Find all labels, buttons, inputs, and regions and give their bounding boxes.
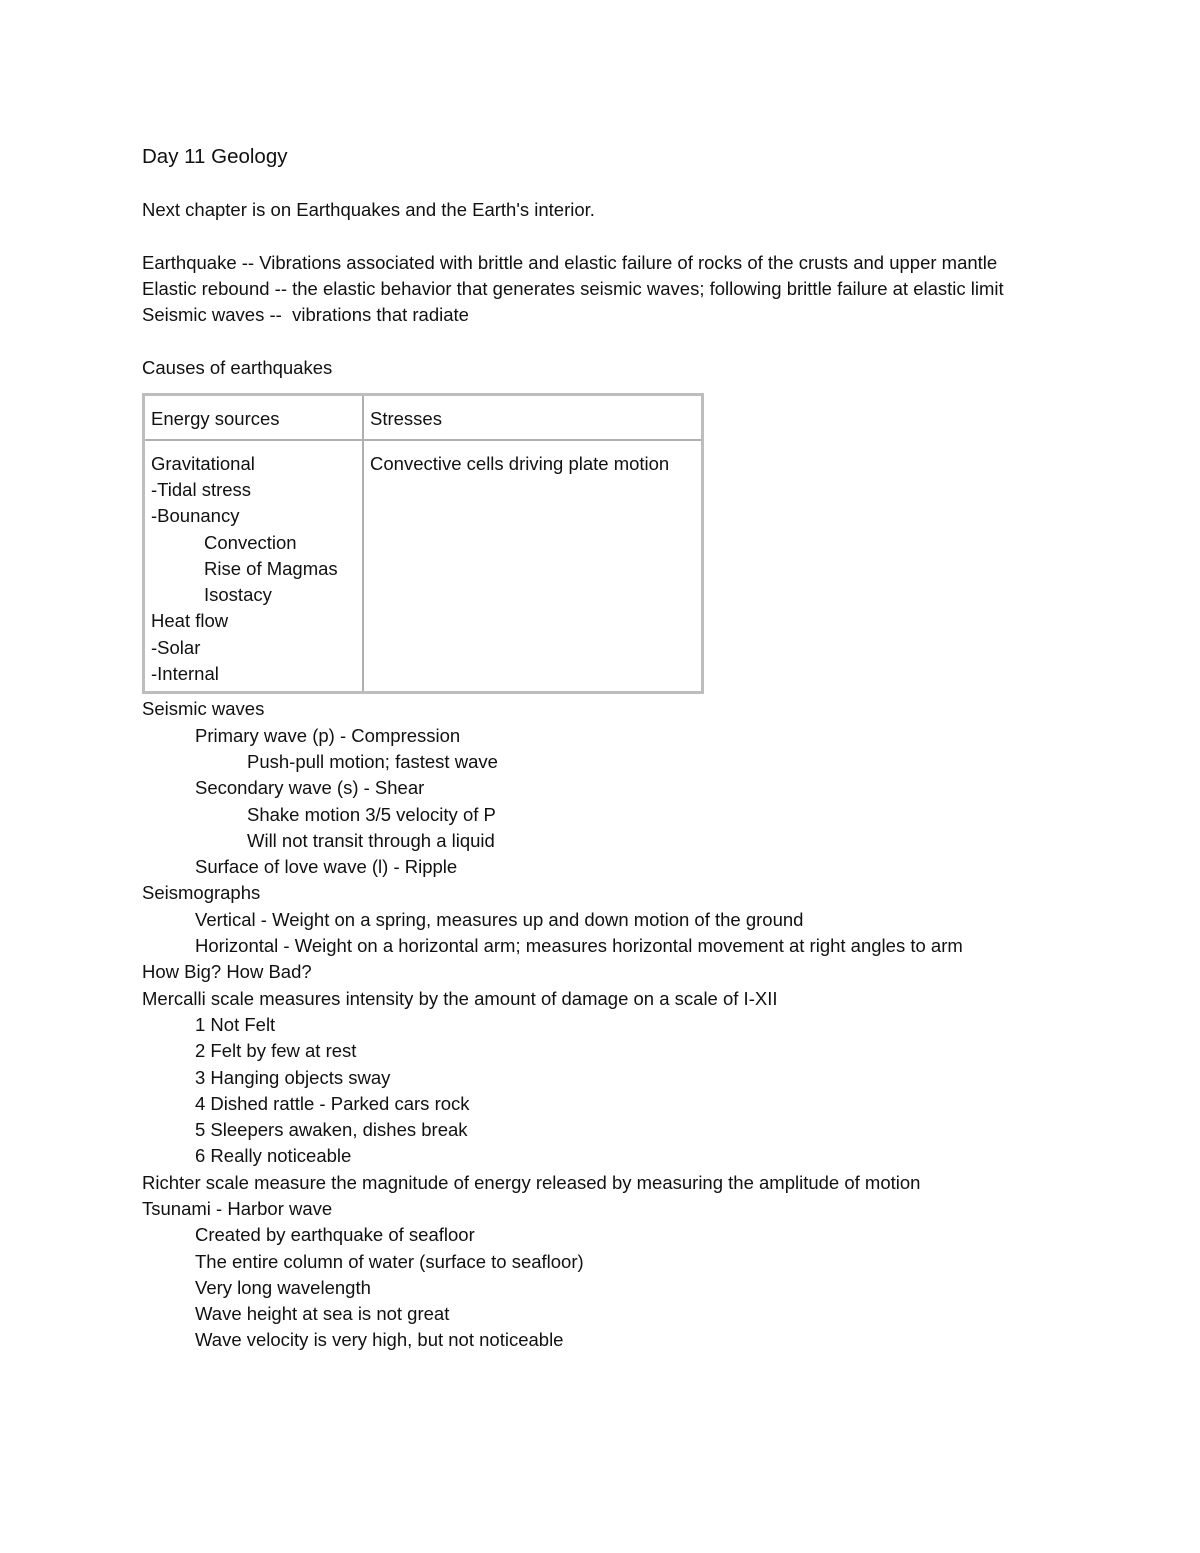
note-item: Secondary wave (s) - Shear [195,777,425,799]
energy-sources-cell [144,440,364,693]
note-heading: Seismic waves [142,698,265,720]
note-item: 1 Not Felt [195,1013,276,1035]
causes-table [142,393,704,694]
note-item: Surface of love wave (l) - Ripple [195,856,458,878]
stresses-cell: Convective cells driving plate motion [363,440,703,693]
note-item: Primary wave (p) - Compression [195,724,461,746]
table-header-stresses: Stresses [363,395,703,440]
note-heading: Tsunami - Harbor wave [142,1197,333,1219]
definition-seismic-waves: Seismic waves -- vibrations that radiate [142,304,469,326]
note-item: Very long wavelength [195,1276,371,1298]
spacer [142,224,1102,250]
table-header-energy-sources: Energy sources [144,395,364,440]
energy-source-item: Convection [204,531,297,553]
note-item: Wave velocity is very high, but not noticeable [195,1329,564,1351]
note-item: 2 Felt by few at rest [195,1040,357,1062]
energy-source-item: Rise of Magmas [204,557,338,579]
note-heading: Richter scale measure the magnitude of energy released by measuring the amplitude of motion [142,1171,921,1193]
definition-earthquake: Earthquake -- Vibrations associated with brittle and elastic failure of rocks of the crusts and upper mantle [142,251,998,273]
note-item: Vertical - Weight on a spring, measures up and down motion of the ground [195,908,804,930]
spacer [142,329,1102,355]
note-item: The entire column of water (surface to seafloor) [195,1250,584,1272]
energy-source-item: -Bounancy [151,505,240,527]
note-item: Horizontal - Weight on a horizontal arm; measures horizontal movement at right angles to arm [195,935,963,957]
energy-source-item: Isostacy [204,584,272,606]
table-header-row [144,395,703,440]
note-heading: Mercalli scale measures intensity by the amount of damage on a scale of I-XII [142,987,778,1009]
causes-heading: Causes of earthquakes [142,357,333,379]
note-item: Wave height at sea is not great [195,1303,450,1325]
note-item: Shake motion 3/5 velocity of P [247,803,496,825]
document-title: Day 11 Geology [142,145,288,168]
note-item: Push-pull motion; fastest wave [247,750,498,772]
note-heading: Seismographs [142,882,261,904]
energy-source-item: Gravitational [151,452,255,474]
note-item: 6 Really noticeable [195,1145,352,1167]
note-item: 3 Hanging objects sway [195,1066,391,1088]
energy-source-item: Heat flow [151,610,229,632]
spacer [142,171,1102,197]
table-row [144,440,703,693]
energy-source-item: -Tidal stress [151,478,252,500]
note-item: Created by earthquake of seafloor [195,1224,475,1246]
note-item: 5 Sleepers awaken, dishes break [195,1119,468,1141]
energy-source-item: -Internal [151,663,219,685]
note-heading: How Big? How Bad? [142,961,312,983]
intro-text: Next chapter is on Earthquakes and the Earth's interior. [142,199,595,221]
note-item: Will not transit through a liquid [247,829,495,851]
note-item: 4 Dished rattle - Parked cars rock [195,1092,470,1114]
definition-elastic-rebound: Elastic rebound -- the elastic behavior that generates seismic waves; following brittle failure at elastic limit [142,278,1004,300]
document-page [142,143,1102,1354]
notes-list [142,696,1102,1353]
energy-source-item: -Solar [151,636,201,658]
